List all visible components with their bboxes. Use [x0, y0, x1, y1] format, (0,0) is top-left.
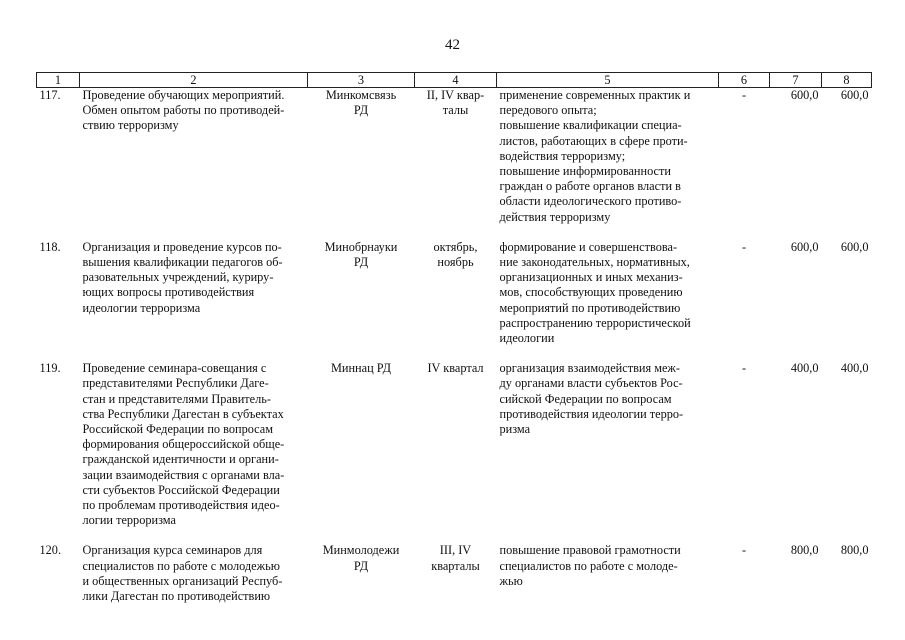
- amount-col6: -: [741, 543, 747, 558]
- expected-result: [497, 543, 719, 604]
- amount-col8: 600,0: [840, 239, 869, 254]
- term: [415, 240, 497, 346]
- expected-result: [497, 88, 719, 225]
- expected-result-text: применение современных практик и передового опыта; повышение квалификации специа- листов, работающих в сфере проти- водействия терроризму; повышение информированности граждан о работе органов власти в области идеологического противо- действия терроризму: [499, 88, 691, 224]
- column-header: 5: [497, 73, 719, 88]
- term-text: II, IV квар- талы: [426, 88, 485, 118]
- page-number: 42: [445, 37, 460, 53]
- executor-text: Минмолодежи РД: [322, 543, 400, 573]
- column-header: 8: [822, 73, 872, 88]
- executor-text: Минкомсвязь РД: [325, 88, 397, 118]
- amount-col7: 600,0: [790, 88, 819, 102]
- measure-name-text: Проведение семинара-совещания с представителями Республики Даге- стан и представителями Правитель- ства Республики Дагестан в субъектах Российской Федерации по вопросам формирования общероссийской обще- гражданской идентичности и органи- зации взаимодействия с органами вла- сти субъектов Российской Федерации по проблемам противодействия идео- логии терроризма: [82, 361, 285, 528]
- term: [415, 88, 497, 225]
- expected-result-text: формирование и совершенствова- ние законодательных, нормативных, организационных и иных механиз- мов, способствующих проведению мероприятий по противодействию распространению террористической идеологии: [499, 239, 691, 346]
- amount-col8: 400,0: [840, 361, 869, 376]
- column-number-row: [37, 73, 872, 88]
- amount-col8: 600,0: [840, 88, 869, 102]
- row-number: 118.: [39, 239, 61, 254]
- column-header: 2: [80, 73, 308, 88]
- amount-col6: -: [741, 239, 747, 254]
- expected-result-text: повышение правовой грамотности специалистов по работе с молоде- жью: [499, 543, 681, 588]
- term-text: III, IV кварталы: [431, 543, 480, 573]
- measure-name: [80, 543, 308, 604]
- amount-col7: 400,0: [790, 361, 819, 376]
- term: [415, 361, 497, 528]
- term-text: октябрь, ноябрь: [433, 239, 478, 270]
- amount-col7: 800,0: [790, 543, 819, 558]
- table-row: [37, 240, 872, 346]
- executor-text: Миннац РД: [330, 361, 392, 376]
- term: [415, 543, 497, 604]
- executor: [308, 240, 415, 346]
- table-row: [37, 88, 872, 225]
- measure-name: [80, 88, 308, 225]
- column-header: 1: [37, 73, 80, 88]
- table-row: [37, 543, 872, 604]
- row-number: 119.: [39, 361, 61, 376]
- executor-text: Минобрнауки РД: [324, 239, 398, 270]
- amount-col6: -: [741, 88, 747, 102]
- measure-name-text: Проведение обучающих мероприятий. Обмен опытом работы по противодей- ствию терроризму: [82, 88, 285, 133]
- amount-col7: 600,0: [790, 239, 819, 254]
- measure-name-text: Организация курса семинаров для специалистов по работе с молодежью и общественных организаций Респуб- лики Дагестан по противодействию: [82, 543, 283, 604]
- executor: [308, 88, 415, 225]
- expected-result-text: организация взаимодействия меж- ду органами власти субъектов Рос- сийской Федерации по вопросам противодействия идеологии терро- ризма: [499, 361, 684, 437]
- executor: [308, 361, 415, 528]
- measures-table: [36, 72, 872, 604]
- column-header: 4: [415, 73, 497, 88]
- expected-result: [497, 361, 719, 528]
- amount-col8: 800,0: [840, 543, 869, 558]
- executor: [308, 543, 415, 604]
- term-text: IV квартал: [427, 361, 484, 376]
- measure-name-text: Организация и проведение курсов по- вышения квалификации педагогов об- разовательных учреждений, куриру- ющих вопросы противодействия идеологии терроризма: [82, 239, 283, 315]
- row-number: 120.: [39, 543, 62, 558]
- amount-col6: -: [741, 361, 747, 376]
- row-number: 117.: [39, 88, 61, 102]
- column-header: 3: [308, 73, 415, 88]
- column-header: 6: [719, 73, 770, 88]
- table-row: [37, 361, 872, 528]
- column-header: 7: [770, 73, 822, 88]
- expected-result: [497, 240, 719, 346]
- measure-name: [80, 240, 308, 346]
- measure-name: [80, 361, 308, 528]
